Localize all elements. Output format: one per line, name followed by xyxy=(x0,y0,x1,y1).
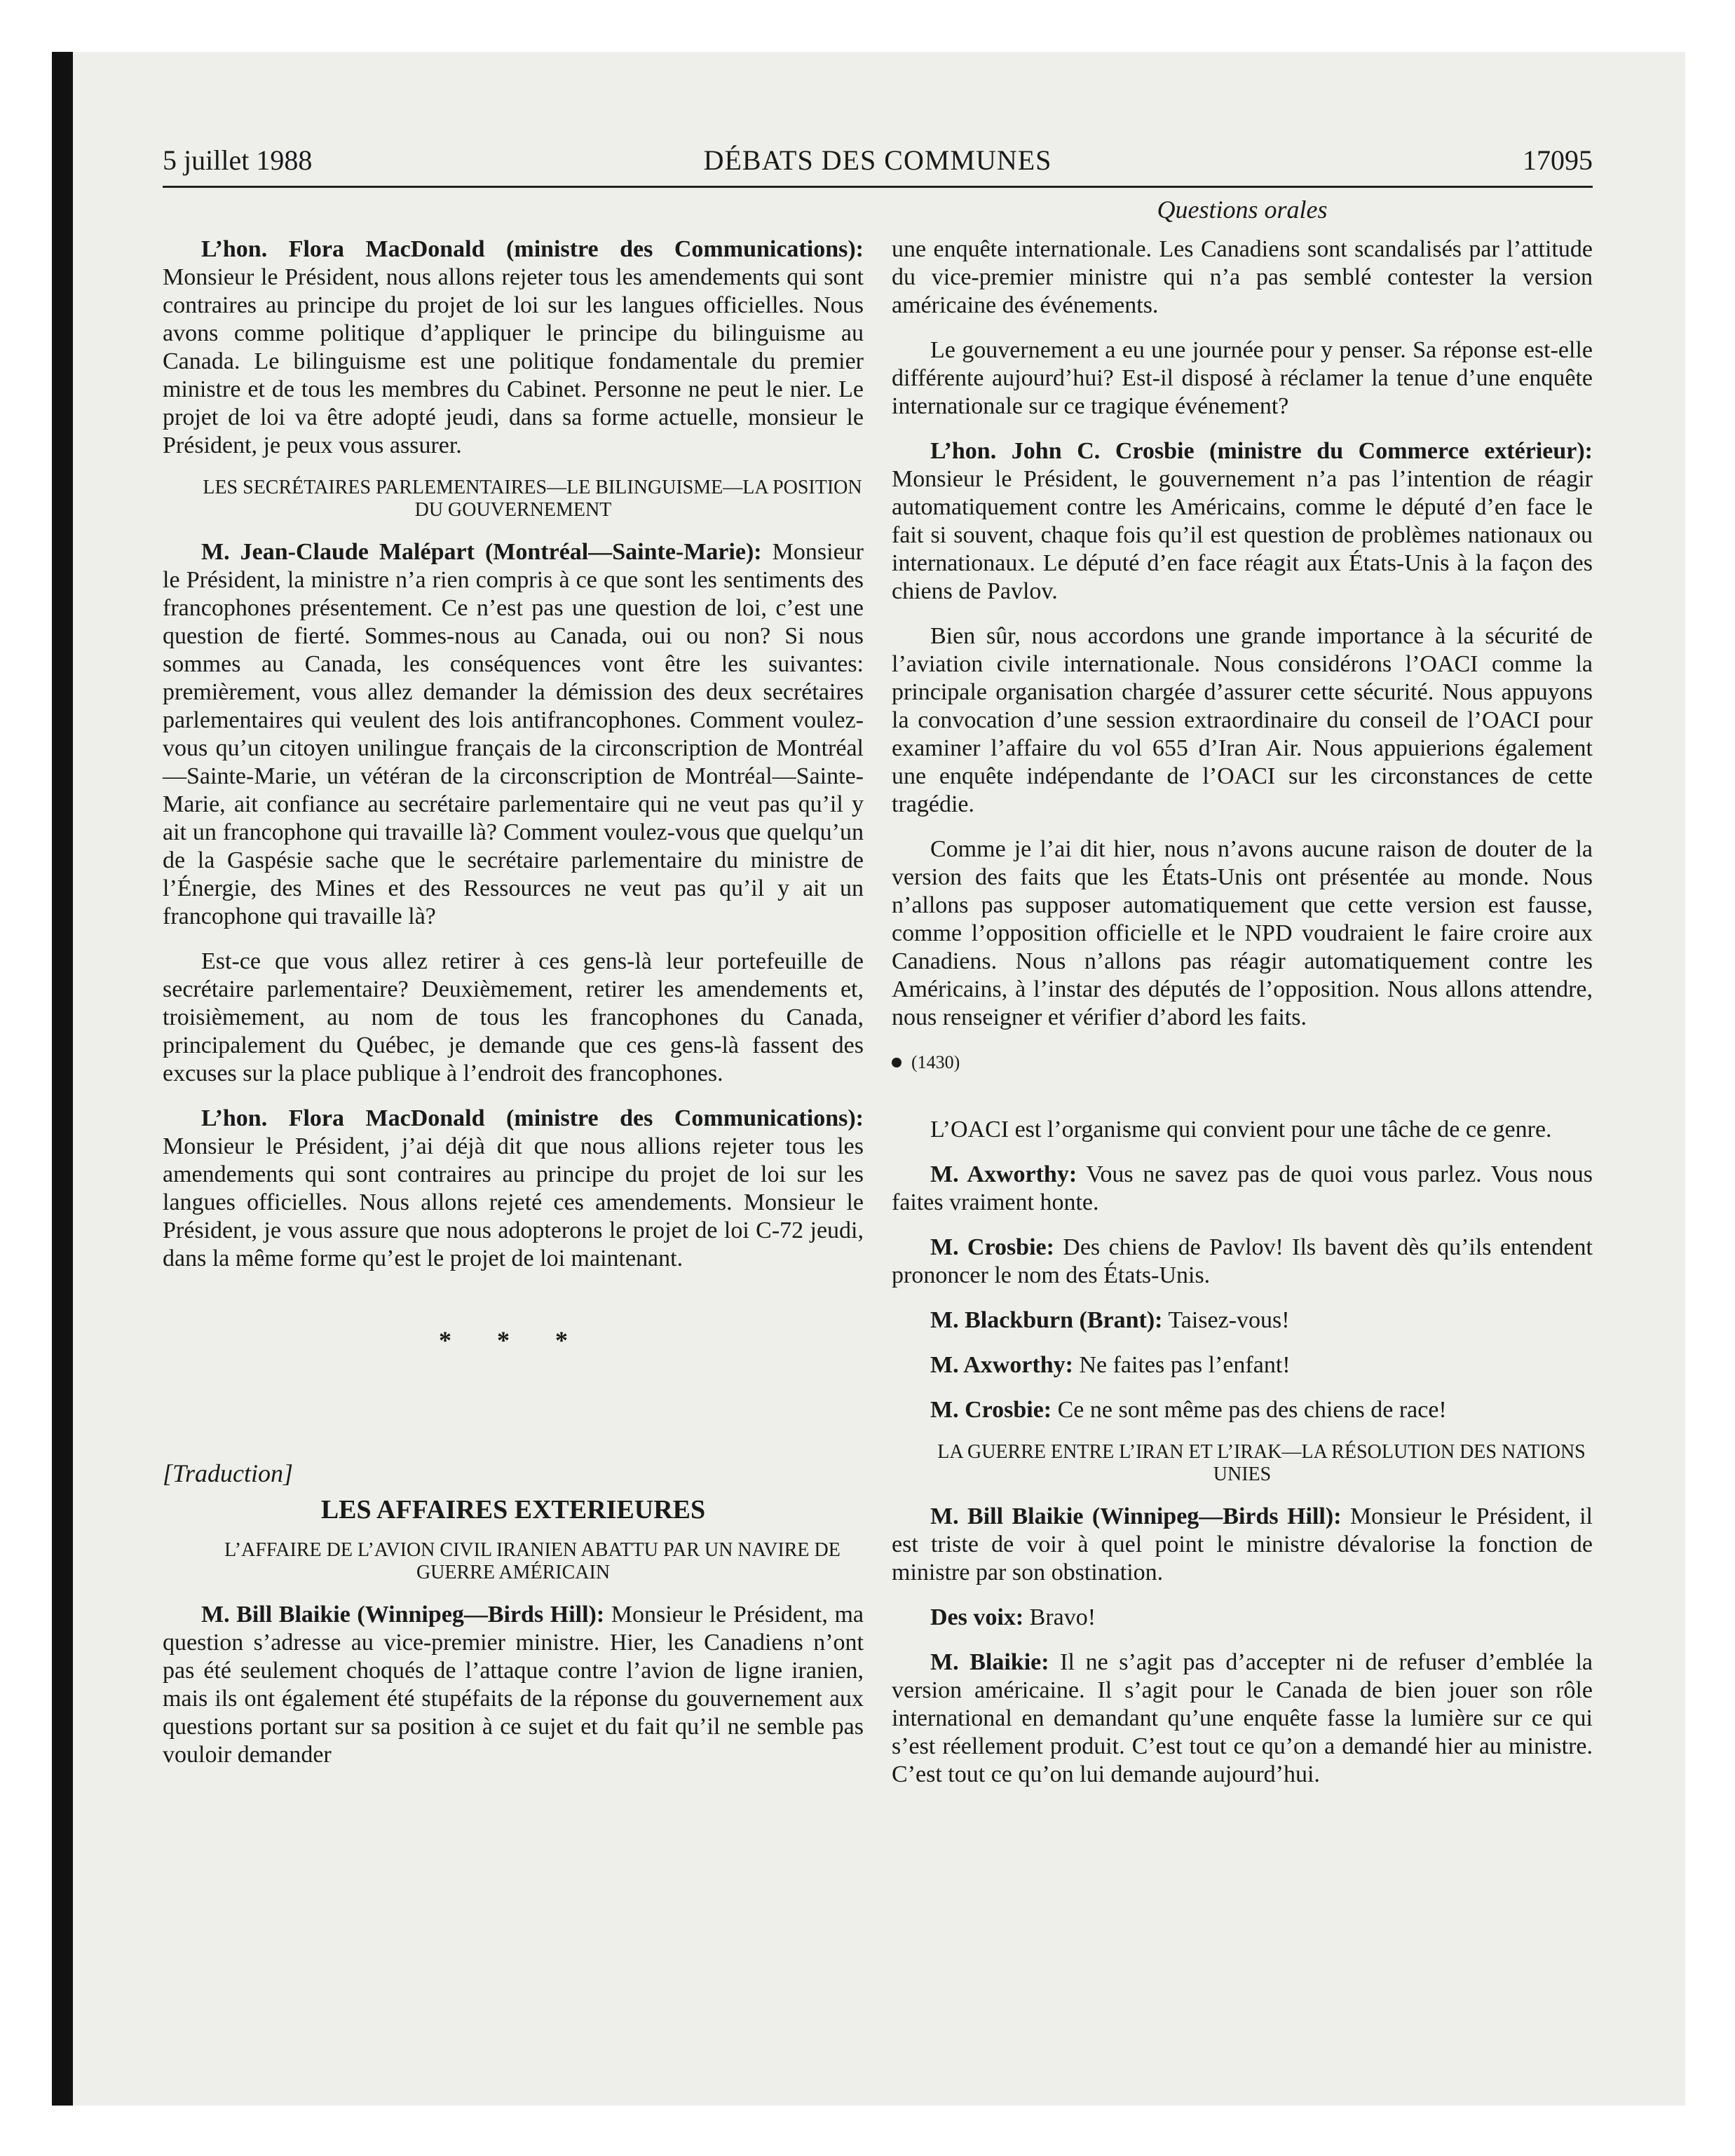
speech-text: Il ne s’agit pas d’accepter ni de refuser d’emblée la version américaine. Il s’agit pour le Canada de bien jouer son rôle international en demandant qu’une enquête fasse la lumière sur ce qui s’est réellement produit. C’est tout ce qu’on a demandé hier au ministre. C’est tout ce qu’on lui demande aujourd’hui. xyxy=(892,1649,1593,1787)
page-header xyxy=(163,144,1593,186)
paragraph xyxy=(892,1604,1593,1632)
speaker-name: M. Blackburn (Brant): xyxy=(930,1307,1163,1333)
paragraph xyxy=(163,538,864,931)
subheading: LES SECRÉTAIRES PARLEMENTAIRES—LE BILINGUISME—LA POSITION DU GOUVERNEMENT xyxy=(203,477,862,521)
speech-text: Monsieur le Président, ma question s’adresse au vice-premier ministre. Hier, les Canadiens n’ont pas été seulement choqués de l’attaque contre l’avion de ligne iranien, mais ils ont également été stupéfaits de la réponse du gouvernement aux questions portant sur sa position à ce sujet et du fait qu’il ne semble pas vouloir demander xyxy=(163,1602,864,1768)
speaker-name: M. Crosbie: xyxy=(930,1234,1054,1260)
speech-text: Ne faites pas l’enfant! xyxy=(1073,1352,1291,1378)
speaker-name: M. Bill Blaikie (Winnipeg—Birds Hill): xyxy=(930,1503,1342,1529)
speaker-name: M. Blaikie: xyxy=(930,1649,1049,1675)
paragraph xyxy=(892,1396,1593,1424)
subheading: L’AFFAIRE DE L’AVION CIVIL IRANIEN ABATTU PAR UN NAVIRE DE GUERRE AMÉRICAIN xyxy=(224,1539,841,1583)
paragraph xyxy=(892,1161,1593,1217)
paragraph: Est-ce que vous allez retirer à ces gens-là leur portefeuille de secrétaire parlementaire? Deuxièmement, retirer les amendements et, troisièmement, au nom de tous les francophones du Canada, principalement du Québec, je demande que ces gens-là fassent des excuses sur la place publique à l’endroit des francophones. xyxy=(163,948,864,1086)
header-page-number: 17095 xyxy=(1523,144,1593,176)
paragraph xyxy=(892,437,1593,606)
speech-text: Ce ne sont même pas des chiens de race! xyxy=(1052,1397,1447,1423)
speech-text: Des chiens de Pavlov! Ils bavent dès qu’ils entendent prononcer le nom des États-Unis. xyxy=(892,1234,1593,1288)
left-column xyxy=(163,236,864,1806)
speaker-name: Des voix: xyxy=(930,1604,1024,1630)
bullet-icon xyxy=(892,1058,901,1067)
paragraph xyxy=(163,1105,864,1273)
speaker-name: M. Bill Blaikie (Winnipeg—Birds Hill): xyxy=(201,1602,605,1628)
header-title: DÉBATS DES COMMUNES xyxy=(703,144,1052,176)
paragraph xyxy=(892,1503,1593,1587)
speaker-name: M. Axworthy: xyxy=(930,1352,1073,1378)
speech-text: Monsieur le Président, il est triste de voir à quel point le ministre dévalorise la fonction de ministre par son obstination. xyxy=(892,1503,1593,1585)
paragraph xyxy=(163,1601,864,1769)
paragraph: Le gouvernement a eu une journée pour y penser. Sa réponse est-elle différente aujourd’hui? Est-il disposé à réclamer la tenue d’une enquête internationale sur ce tragique événement? xyxy=(892,337,1593,419)
speaker-name: L’hon. John C. Crosbie (ministre du Commerce extérieur): xyxy=(930,438,1593,464)
document-page xyxy=(163,144,1593,1806)
section-title: Questions orales xyxy=(1157,196,1328,224)
paragraph xyxy=(892,1234,1593,1290)
speaker-name: M. Axworthy: xyxy=(930,1161,1077,1187)
subheading: LA GUERRE ENTRE L’IRAN ET L’IRAK—LA RÉSOLUTION DES NATIONS UNIES xyxy=(937,1441,1586,1485)
paragraph xyxy=(892,1649,1593,1789)
speaker-name: M. Crosbie: xyxy=(930,1397,1052,1423)
paragraph xyxy=(163,236,864,460)
speech-text: Monsieur le Président, j’ai déjà dit que nous allions rejeter tous les amendements qui sont contraires au principe du projet de loi sur les langues officielles. Nous allons rejeté ces amendements. Monsieur le Président, je vous assure que nous adopterons le projet de loi C-72 jeudi, dans la même forme qu’est le projet de loi maintenant. xyxy=(163,1133,864,1271)
paragraph xyxy=(892,1351,1593,1379)
speech-text: Monsieur le Président, la ministre n’a rien compris à ce que sont les sentiments des francophones présentement. Ce n’est pas une question de loi, c’est une question de fierté. Sommes-nous au Canada, oui ou non? Si nous sommes au Canada, les conséquences vont être les suivantes: premièrement, vous allez demander la démission des deux secrétaires parlementaires qui veulent des lois antifrancophones. Comment voulez-vous qu’un citoyen unilingue français de la circonscription de Montréal—Sainte-Marie, un vétéran de la circonscription de Montréal—Sainte-Marie, ait confiance au secrétaire parlementaire qui ne veut pas qu’il y ait un francophone qui travaille là? Comment voulez-vous que quelqu’un de la Gaspésie sache que le secrétaire parlementaire du ministre de l’Énergie, des Mines et des Ressources ne veut pas qu’il y ait un francophone qui travaille là? xyxy=(163,539,864,929)
translation-note: [Traduction] xyxy=(163,1459,294,1487)
speech-text: Taisez-vous! xyxy=(1162,1307,1290,1333)
paragraph: une enquête internationale. Les Canadiens sont scandalisés par l’attitude du vice-premier ministre qui n’a pas semblé contester la version américaine des événements. xyxy=(892,236,1593,318)
topic-heading: LES AFFAIRES EXTERIEURES xyxy=(320,1495,706,1524)
columns xyxy=(163,236,1593,1806)
speaker-name: M. Jean-Claude Malépart (Montréal—Sainte-Marie): xyxy=(201,539,762,565)
paragraph: L’OACI est l’organisme qui convient pour une tâche de ce genre. xyxy=(930,1117,1552,1142)
section-separator: * * * xyxy=(439,1326,587,1354)
speech-text: Monsieur le Président, le gouvernement n’a pas l’intention de réagir automatiquement contre les Américains, comme le député d’en face le fait si souvent, chaque fois qu’il est question de problèmes nationaux ou internationaux. Le député d’en face réagit aux États-Unis à la façon des chiens de Pavlov. xyxy=(892,466,1593,604)
paragraph xyxy=(892,1306,1593,1335)
right-column xyxy=(892,236,1593,1806)
paragraph: Bien sûr, nous accordons une grande importance à la sécurité de l’aviation civile internationale. Nous considérons l’OACI comme la principale organisation chargée d’assurer cette sécurité. Nous appuyons la convocation d’une session extraordinaire du conseil de l’OACI pour examiner l’affaire du vol 655 d’Iran Air. Nous appuierions également une enquête indépendante de l’OACI sur les circonstances de cette tragédie. xyxy=(892,623,1593,817)
binding-edge xyxy=(52,52,73,2106)
time-marker-text: (1430) xyxy=(911,1052,960,1072)
speaker-name: L’hon. Flora MacDonald (ministre des Communications): xyxy=(201,1105,864,1131)
speech-text: Vous ne savez pas de quoi vous parlez. Vous nous faites vraiment honte. xyxy=(892,1161,1593,1215)
speech-text: Bravo! xyxy=(1023,1604,1096,1630)
speaker-name: L’hon. Flora MacDonald (ministre des Communications): xyxy=(201,236,864,262)
speech-text: Monsieur le Président, nous allons rejeter tous les amendements qui sont contraires au principe du projet de loi sur les langues officielles. Nous avons comme politique d’appliquer le principe du bilinguisme au Canada. Le bilinguisme est une politique fondamentale du premier ministre et de tous les membres du Cabinet. Personne ne peut le nier. Le projet de loi va être adopté jeudi, dans sa forme actuelle, monsieur le Président, je peux vous assurer. xyxy=(163,264,864,458)
header-rule xyxy=(163,186,1593,188)
header-date: 5 juillet 1988 xyxy=(163,144,313,176)
time-marker xyxy=(892,1049,1593,1077)
paragraph: Comme je l’ai dit hier, nous n’avons aucune raison de douter de la version des faits que les États-Unis ont présentée au monde. Nous n’allons pas supposer automatiquement que cette version est fausse, comme l’opposition officielle et le NPD voudraient le faire croire aux Canadiens. Nous n’allons pas réagir automatiquement contre les Américains, à l’instar des députés de l’opposition. Nous allons attendre, nous renseigner et vérifier d’abord les faits. xyxy=(892,836,1593,1030)
